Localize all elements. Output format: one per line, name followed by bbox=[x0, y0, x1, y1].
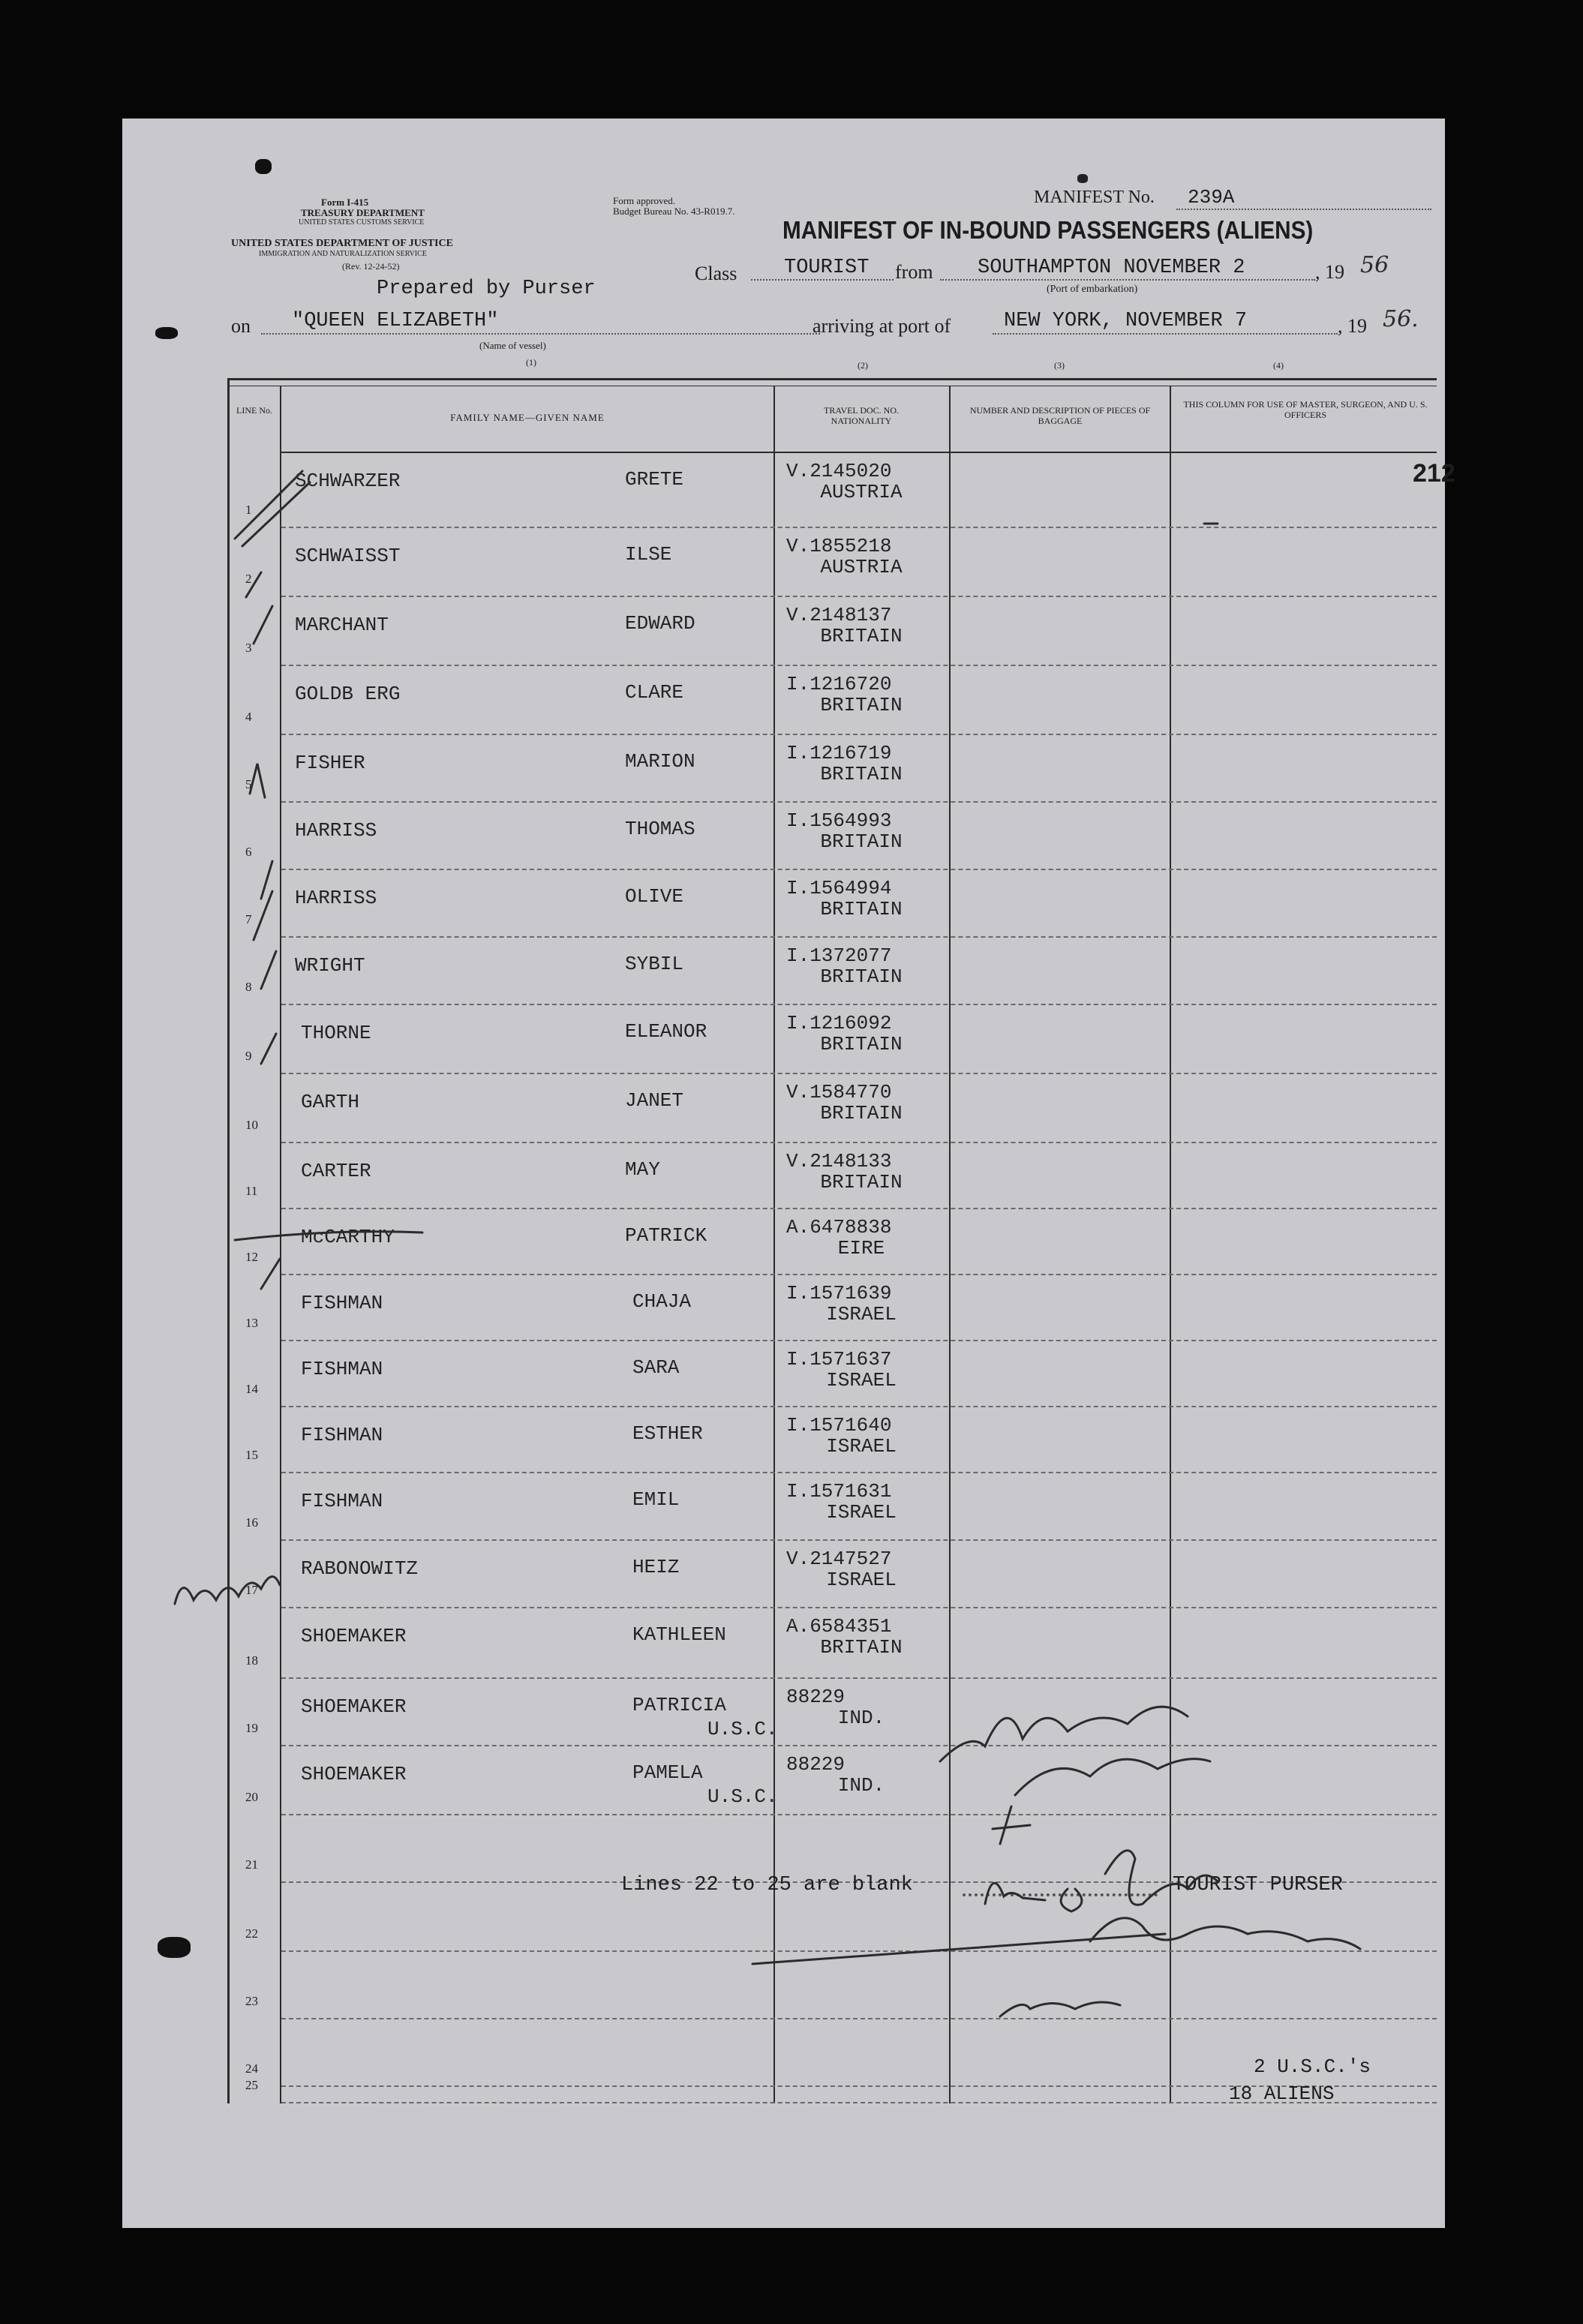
port-embarkation-label: (Port of embarkation) bbox=[1047, 284, 1138, 295]
col-num-3: (3) bbox=[1054, 360, 1065, 371]
line-number: 24 bbox=[245, 2061, 258, 2076]
nationality: ISRAEL bbox=[826, 1435, 897, 1458]
justice-label: UNITED STATES DEPARTMENT OF JUSTICE bbox=[231, 238, 453, 249]
line-number: 8 bbox=[245, 980, 252, 994]
vessel-name: "QUEEN ELIZABETH" bbox=[292, 310, 499, 332]
usc-marker: U.S.C. bbox=[707, 1718, 778, 1740]
given-name: CHAJA bbox=[632, 1290, 692, 1313]
line-number: 19 bbox=[245, 1721, 258, 1735]
page-title: MANIFEST OF IN-BOUND PASSENGERS (ALIENS) bbox=[782, 216, 1314, 244]
family-name: SHOEMAKER bbox=[301, 1695, 407, 1718]
nationality: BRITAIN bbox=[820, 965, 903, 988]
arriving-label: arriving at port of bbox=[813, 315, 951, 337]
alien-count: 18 ALIENS bbox=[1229, 2082, 1335, 2105]
line-number: 12 bbox=[245, 1250, 258, 1264]
line-number: 14 bbox=[245, 1382, 258, 1396]
purser-label: TOURIST PURSER bbox=[1173, 1874, 1343, 1896]
given-name: OLIVE bbox=[625, 885, 684, 908]
prepared-by: Prepared by Purser bbox=[377, 278, 596, 300]
col-num-1: (1) bbox=[526, 357, 536, 368]
given-name: EMIL bbox=[632, 1488, 680, 1511]
nationality: BRITAIN bbox=[820, 1171, 903, 1194]
given-name: GRETE bbox=[625, 468, 684, 491]
travel-doc-number: V.2147527 bbox=[786, 1548, 892, 1570]
line-number: 5 bbox=[245, 777, 252, 791]
family-name: MARCHANT bbox=[295, 614, 389, 636]
class-value: TOURIST bbox=[784, 257, 870, 279]
family-name: McCARTHY bbox=[301, 1226, 395, 1248]
line-number: 20 bbox=[245, 1790, 258, 1804]
line-number: 17 bbox=[245, 1583, 258, 1597]
travel-doc-number: I.1216092 bbox=[786, 1012, 892, 1034]
ink-blot bbox=[155, 327, 178, 339]
class-label: Class bbox=[695, 263, 737, 284]
travel-doc-number: V.1855218 bbox=[786, 535, 892, 557]
nationality: ISRAEL bbox=[826, 1369, 897, 1392]
nationality: ISRAEL bbox=[826, 1569, 897, 1591]
from-year: 56 bbox=[1360, 252, 1389, 278]
travel-doc-number: V.2148137 bbox=[786, 604, 892, 626]
travel-doc-number: I.1216720 bbox=[786, 673, 892, 695]
family-name: SHOEMAKER bbox=[301, 1625, 407, 1647]
nationality: BRITAIN bbox=[820, 763, 903, 785]
from-value: SOUTHAMPTON NOVEMBER 2 bbox=[978, 257, 1245, 279]
nationality: ISRAEL bbox=[826, 1501, 897, 1524]
from-label: from bbox=[895, 261, 933, 283]
line-number: 21 bbox=[245, 1857, 258, 1872]
nationality: BRITAIN bbox=[820, 694, 903, 716]
usc-count: 2 U.S.C.'s bbox=[1254, 2055, 1371, 2078]
family-name: HARRISS bbox=[295, 819, 377, 842]
travel-doc-number: V.1584770 bbox=[786, 1081, 892, 1103]
travel-doc-number: I.1571640 bbox=[786, 1414, 892, 1437]
line-number: 10 bbox=[245, 1118, 258, 1132]
family-name: THORNE bbox=[301, 1022, 371, 1044]
given-name: ESTHER bbox=[632, 1422, 703, 1445]
line-number: 22 bbox=[245, 1926, 258, 1941]
col-header-name: FAMILY NAME—GIVEN NAME bbox=[450, 412, 605, 423]
family-name: FISHMAN bbox=[301, 1424, 383, 1446]
family-name: SCHWAISST bbox=[295, 545, 401, 567]
manifest-no-value: 239A bbox=[1188, 186, 1235, 209]
given-name: ILSE bbox=[625, 543, 672, 566]
travel-doc-number: V.2148133 bbox=[786, 1150, 892, 1173]
travel-doc-number: 88229 bbox=[786, 1753, 846, 1776]
manifest-sheet bbox=[122, 119, 1455, 2228]
line-number: 23 bbox=[245, 1994, 258, 2008]
travel-doc-number: I.1571639 bbox=[786, 1282, 892, 1305]
customs-label: UNITED STATES CUSTOMS SERVICE bbox=[299, 218, 425, 227]
given-name: EDWARD bbox=[625, 612, 695, 635]
handwriting-marks bbox=[122, 119, 1445, 2228]
revision-label: (Rev. 12-24-52) bbox=[342, 261, 400, 272]
given-name: PATRICK bbox=[625, 1224, 707, 1247]
line-number: 13 bbox=[245, 1316, 258, 1330]
family-name: FISHER bbox=[295, 752, 365, 774]
family-name: RABONOWITZ bbox=[301, 1557, 419, 1580]
travel-doc-number: I.1571637 bbox=[786, 1348, 892, 1371]
col-header-baggage: NUMBER AND DESCRIPTION OF PIECES OF BAGGAGE bbox=[969, 405, 1151, 426]
col-header-officers: THIS COLUMN FOR USE OF MASTER, SURGEON, AND U. S. OFFICERS bbox=[1183, 399, 1428, 420]
from-year-prefix: , 19 bbox=[1315, 261, 1344, 283]
form-approved: Form approved. bbox=[613, 195, 676, 206]
line-number: 16 bbox=[245, 1515, 258, 1530]
line-number: 2 bbox=[245, 572, 252, 586]
given-name: ELEANOR bbox=[625, 1020, 707, 1043]
family-name: WRIGHT bbox=[295, 954, 365, 977]
officer-note: 212 bbox=[1413, 459, 1455, 488]
nationality: BRITAIN bbox=[820, 1636, 903, 1659]
col-num-2: (2) bbox=[858, 360, 868, 371]
line-number: 18 bbox=[245, 1653, 258, 1668]
given-name: THOMAS bbox=[625, 818, 695, 840]
col-header-travel-doc: TRAVEL DOC. NO. NATIONALITY bbox=[823, 405, 899, 426]
travel-doc-number: A.6584351 bbox=[786, 1615, 892, 1638]
nationality: AUSTRIA bbox=[820, 481, 903, 503]
immigration-label: IMMIGRATION AND NATURALIZATION SERVICE bbox=[259, 250, 427, 258]
nationality: BRITAIN bbox=[820, 625, 903, 647]
family-name: FISHMAN bbox=[301, 1490, 383, 1512]
nationality: IND. bbox=[837, 1774, 885, 1797]
travel-doc-number: 88229 bbox=[786, 1686, 846, 1708]
travel-doc-number: I.1372077 bbox=[786, 944, 892, 967]
nationality: ISRAEL bbox=[826, 1303, 897, 1326]
family-name: FISHMAN bbox=[301, 1292, 383, 1314]
family-name: SCHWARZER bbox=[295, 470, 401, 492]
given-name: JANET bbox=[625, 1089, 684, 1112]
treasury-label: TREASURY DEPARTMENT bbox=[301, 207, 425, 218]
arrival-year-prefix: , 19 bbox=[1338, 315, 1367, 337]
ink-blot bbox=[158, 1937, 191, 1958]
travel-doc-number: A.6478838 bbox=[786, 1216, 892, 1239]
line-number: 11 bbox=[245, 1184, 258, 1198]
given-name: PATRICIA bbox=[632, 1694, 726, 1716]
family-name: FISHMAN bbox=[301, 1358, 383, 1380]
arrival-year: 56. bbox=[1383, 306, 1419, 332]
line-number: 1 bbox=[245, 503, 252, 517]
nationality: IND. bbox=[837, 1707, 885, 1729]
line-number: 3 bbox=[245, 641, 252, 655]
given-name: MAY bbox=[625, 1158, 660, 1181]
family-name: CARTER bbox=[301, 1160, 371, 1182]
given-name: PAMELA bbox=[632, 1761, 703, 1784]
line-number: 15 bbox=[245, 1448, 258, 1462]
line-number: 25 bbox=[245, 2078, 258, 2092]
family-name: GOLDB ERG bbox=[295, 683, 401, 705]
travel-doc-number: I.1216719 bbox=[786, 742, 892, 764]
travel-doc-number: I.1571631 bbox=[786, 1480, 892, 1503]
nationality: BRITAIN bbox=[820, 830, 903, 853]
line-number: 6 bbox=[245, 845, 252, 859]
vessel-label: (Name of vessel) bbox=[479, 340, 546, 351]
col-header-line-no: LINE No. bbox=[236, 405, 272, 416]
usc-marker: U.S.C. bbox=[707, 1785, 778, 1808]
given-name: MARION bbox=[625, 750, 695, 773]
nationality: BRITAIN bbox=[820, 1033, 903, 1055]
budget-bureau: Budget Bureau No. 43-R019.7. bbox=[613, 206, 735, 217]
ink-blot bbox=[1077, 174, 1088, 183]
ink-blot bbox=[255, 159, 272, 174]
line-number: 7 bbox=[245, 912, 252, 926]
travel-doc-number: I.1564993 bbox=[786, 809, 892, 832]
given-name: SARA bbox=[632, 1356, 680, 1379]
blank-lines-note: Lines 22 to 25 are blank bbox=[621, 1874, 913, 1896]
on-label: on bbox=[231, 315, 251, 337]
given-name: KATHLEEN bbox=[632, 1623, 726, 1646]
nationality: AUSTRIA bbox=[820, 556, 903, 578]
line-number: 9 bbox=[245, 1049, 252, 1063]
nationality: BRITAIN bbox=[820, 898, 903, 920]
travel-doc-number: V.2145020 bbox=[786, 460, 892, 482]
manifest-no-label: MANIFEST No. bbox=[1034, 188, 1155, 207]
line-number: 4 bbox=[245, 710, 252, 724]
travel-doc-number: I.1564994 bbox=[786, 877, 892, 899]
arrival-value: NEW YORK, NOVEMBER 7 bbox=[1004, 310, 1248, 332]
given-name: SYBIL bbox=[625, 953, 684, 975]
col-num-4: (4) bbox=[1273, 360, 1284, 371]
nationality: BRITAIN bbox=[820, 1102, 903, 1124]
family-name: GARTH bbox=[301, 1091, 360, 1113]
family-name: HARRISS bbox=[295, 887, 377, 909]
given-name: HEIZ bbox=[632, 1556, 680, 1578]
family-name: SHOEMAKER bbox=[301, 1763, 407, 1785]
nationality: EIRE bbox=[837, 1237, 885, 1260]
form-number: Form I-415 bbox=[321, 197, 369, 208]
given-name: CLARE bbox=[625, 681, 684, 704]
